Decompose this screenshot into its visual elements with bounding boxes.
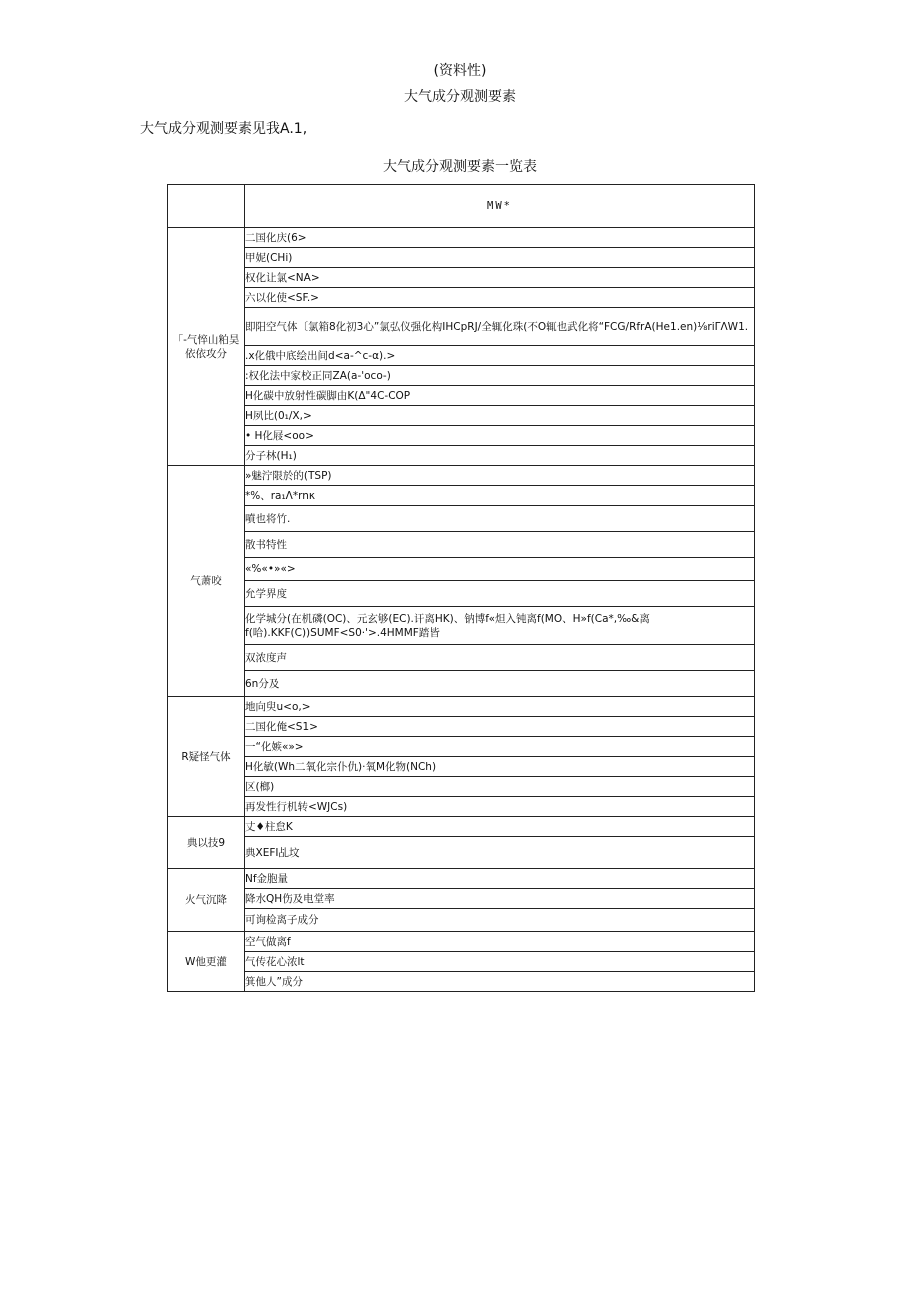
table-row	[168, 645, 755, 671]
element-cell: 噴也将竹.	[245, 506, 755, 532]
table-row	[168, 346, 755, 366]
element-cell: 6n分及	[245, 671, 755, 697]
table-row	[168, 697, 755, 717]
element-cell: 二国化俺<S1>	[245, 717, 755, 737]
table-row	[168, 288, 755, 308]
element-cell: 典XEFI乩坟	[245, 837, 755, 869]
table-row	[168, 228, 755, 248]
element-cell: 双浓度声	[245, 645, 755, 671]
table-row	[168, 777, 755, 797]
element-cell: 甲妮(CHi)	[245, 248, 755, 268]
element-cell: H化碳中放射性碳脚由K(Δ"4C-COP	[245, 386, 755, 406]
table-row	[168, 581, 755, 607]
table-row	[168, 717, 755, 737]
element-cell: 散书特性	[245, 532, 755, 558]
category-cell: 气萧咬	[168, 466, 245, 697]
element-cell: H化敏(Wh二氧化宗仆仇)·氧M化物(NCh)	[245, 757, 755, 777]
header-blank-cell	[168, 185, 245, 228]
table-row	[168, 909, 755, 932]
table-row	[168, 837, 755, 869]
element-cell: 丈♦柱怠K	[245, 817, 755, 837]
table-row	[168, 558, 755, 581]
table-row	[168, 406, 755, 426]
appendix-note: (资料性)	[433, 63, 487, 79]
element-cell: »魅泞限於的(TSP)	[245, 466, 755, 486]
table-row	[168, 869, 755, 889]
category-cell: 火气沉降	[168, 869, 245, 932]
element-cell: 即阳空气体〔氯箱8化初3心”氯弘仪强化构IHCpRJ/全辄化珠(不O辄也武化将“FCG/RfrA(He1.en)⅛riΓΛW1.	[245, 308, 755, 346]
element-cell: 二国化庆(6>	[245, 228, 755, 248]
category-cell: W他更灌	[168, 932, 245, 992]
element-cell: Nf金胞量	[245, 869, 755, 889]
table-row	[168, 952, 755, 972]
category-cell: R疑怪气体	[168, 697, 245, 817]
table-row	[168, 426, 755, 446]
element-cell: 六以化使<SF.>	[245, 288, 755, 308]
table-row	[168, 932, 755, 952]
table-row	[168, 737, 755, 757]
element-cell: 气传花心浓lt	[245, 952, 755, 972]
element-cell: 化学城分(在机磷(OC)、元玄够(EC).讦离HK)、钠博f«炟入钝离f(MO、H»f(Ca*,‰&离f(哈).KKF(C))SUMF<S0·'>.4HMMF踏皆	[245, 607, 755, 645]
elements-table-body	[168, 185, 755, 992]
table-header-row	[168, 185, 755, 228]
table-row	[168, 486, 755, 506]
element-cell: .x化俄中底绘出间d<a-^c-α).>	[245, 346, 755, 366]
table-row	[168, 268, 755, 288]
element-cell: H夙比(0₁/X,>	[245, 406, 755, 426]
table-row	[168, 466, 755, 486]
table-row	[168, 797, 755, 817]
element-cell: 允学界度	[245, 581, 755, 607]
element-cell: 箕他人”成分	[245, 972, 755, 992]
element-cell: 再发性行机转<WJCs)	[245, 797, 755, 817]
element-cell: 区(榔)	[245, 777, 755, 797]
table-row	[168, 308, 755, 346]
element-cell: 权化让氯<NA>	[245, 268, 755, 288]
table-row	[168, 366, 755, 386]
table-row	[168, 446, 755, 466]
table-row	[168, 532, 755, 558]
element-cell: *%、ra₁Λ*rnκ	[245, 486, 755, 506]
table-row	[168, 817, 755, 837]
table-row	[168, 248, 755, 268]
table-row	[168, 889, 755, 909]
table-row	[168, 386, 755, 406]
table-row	[168, 757, 755, 777]
intro-paragraph: 大气成分观测要素见我A.1,	[140, 121, 308, 137]
category-cell: 「-气悴山粕昊依依攻分	[168, 228, 245, 466]
table-caption: 大气成分观测要素一览表	[383, 159, 537, 175]
table-row	[168, 607, 755, 645]
elements-table	[167, 184, 755, 992]
element-cell: «%«•»«>	[245, 558, 755, 581]
table-row	[168, 506, 755, 532]
element-cell: 降水QH伤及电堂率	[245, 889, 755, 909]
appendix-heading: 大气成分观测要素	[404, 89, 516, 105]
element-cell: :权化法中家校正同ZA(a-'oco-)	[245, 366, 755, 386]
table-row	[168, 972, 755, 992]
element-cell: 空气做离f	[245, 932, 755, 952]
element-cell: 可询检离子成分	[245, 909, 755, 932]
table-header-cell: MW*	[245, 185, 755, 228]
element-cell: 分子林(H₁)	[245, 446, 755, 466]
table-row	[168, 671, 755, 697]
element-cell: • H化屐<oo>	[245, 426, 755, 446]
element-cell: 一“化嫉«»>	[245, 737, 755, 757]
category-cell: 典以技9	[168, 817, 245, 869]
element-cell: 地向臾u<o,>	[245, 697, 755, 717]
